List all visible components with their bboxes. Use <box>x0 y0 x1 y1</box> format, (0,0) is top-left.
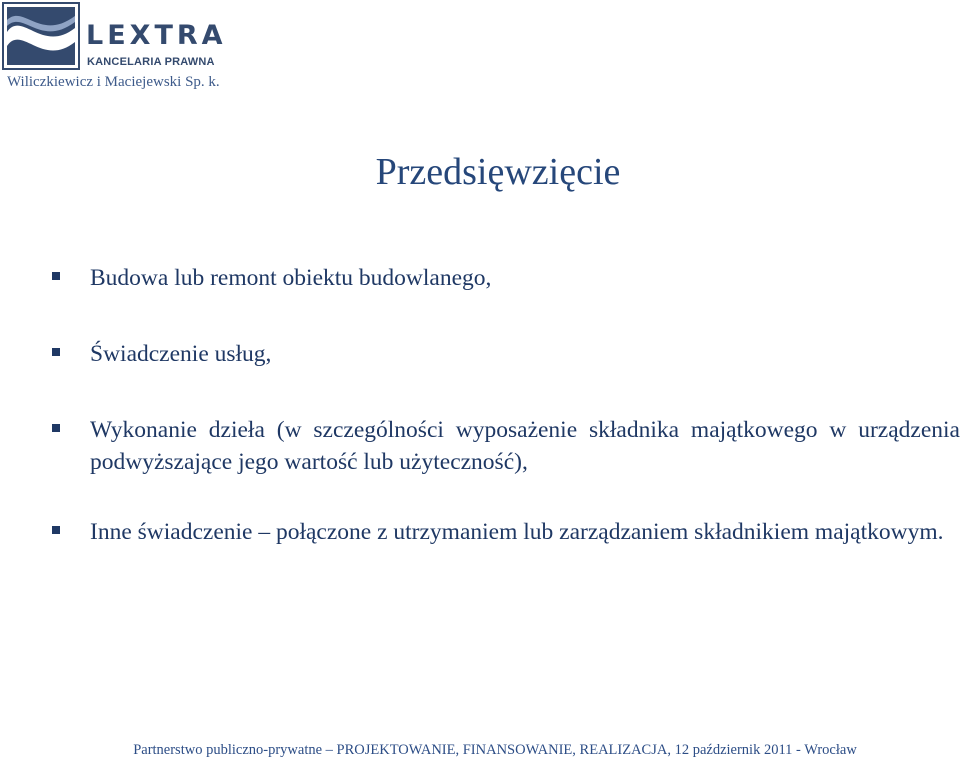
square-bullet-icon <box>52 526 60 534</box>
bullet-text: Wykonanie dzieła (w szczególności wyposażenie składnika majątkowego w urządzenia podwyższające jego wartość lub użyteczność), <box>90 417 960 475</box>
slide-title: Przedsięwzięcie <box>375 151 621 193</box>
footer-text: Partnerstwo publiczno-prywatne – PROJEKTOWANIE, FINANSOWANIE, REALIZACJA, 12 październik 2011 - Wrocław <box>133 742 857 758</box>
company-name: Wiliczkiewicz i Maciejewski Sp. k. <box>7 74 220 90</box>
bullet-item <box>50 516 960 548</box>
square-bullet-icon <box>52 348 60 356</box>
bullet-item <box>50 338 960 370</box>
bullet-item <box>50 262 960 294</box>
bullet-text: Inne świadczenie – połączone z utrzymaniem lub zarządzaniem składnikiem majątkowym. <box>90 519 944 545</box>
brand-name: LEXTRA <box>86 20 227 51</box>
lextra-logo-icon <box>2 2 80 70</box>
square-bullet-icon <box>52 272 60 280</box>
bullet-list <box>50 262 960 548</box>
bullet-text: Świadczenie usług, <box>90 341 272 367</box>
bullet-item <box>50 414 960 478</box>
bullet-text: Budowa lub remont obiektu budowlanego, <box>90 265 492 291</box>
square-bullet-icon <box>52 424 60 432</box>
brand-subtitle: KANCELARIA PRAWNA <box>87 56 215 68</box>
